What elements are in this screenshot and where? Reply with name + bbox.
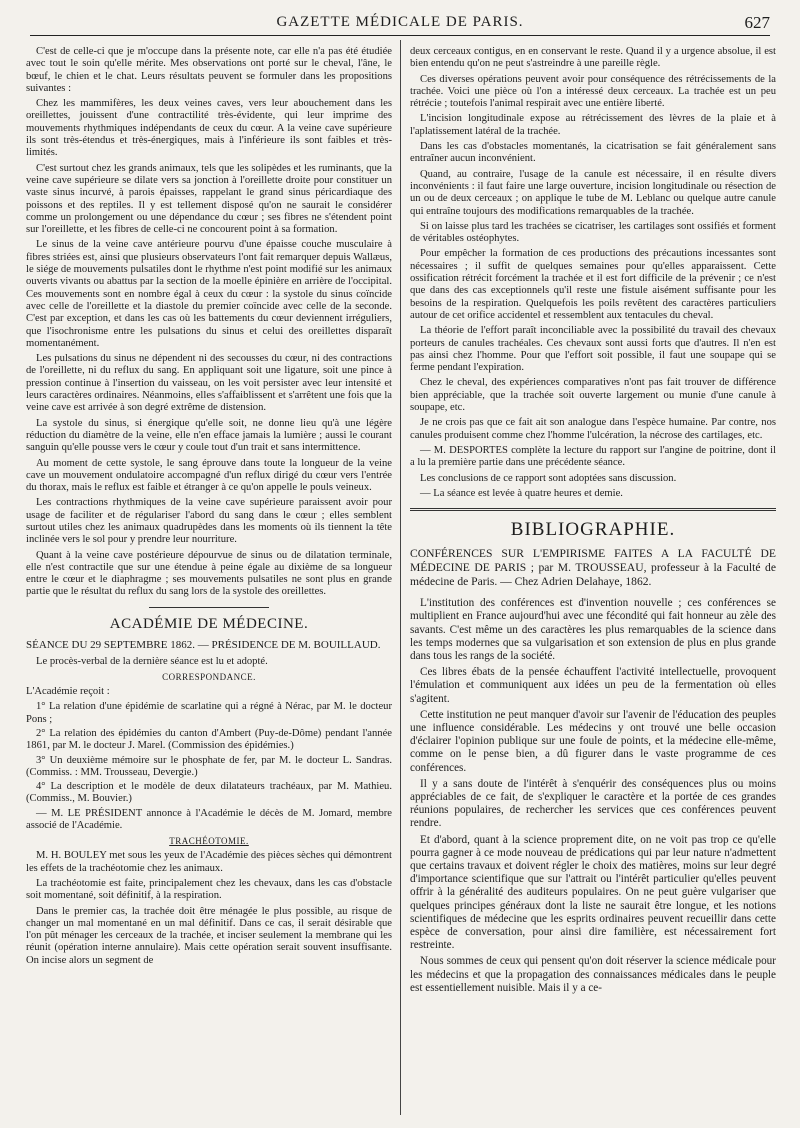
article-paragraph: Au moment de cette systole, le sang éprouve dans toute la longueur de la veine cave un mouvement ondulatoire accompagné d'un reflux dirigé du cœur vers l'entrée du thorax, mais le reflux est faible et étranger à ce qu'on appelle le pouls veineux. — [26, 457, 392, 494]
article-paragraph: Pour empêcher la formation de ces productions des précautions incessantes sont nécessaires ; il suffit de quelques semaines pour qu'elles apparaissent. Cette ossification rétrécit forcément la trachée et il est fort difficile de la prévenir ; ce n'est que dans des cas exceptionnels qu'il reste une fistule aisément suffisante pour les besoins de la respiration. Quelquefois les poils revêtent des caractères particuliers autour de cet orifice accidentel et ressemblent aux tentacules du cheval. — [410, 248, 776, 321]
correspondance-item: 3° Un deuxième mémoire sur le phosphate de fer, par M. le docteur L. Sandras. (Commiss. : MM. Trousseau, Devergie.) — [26, 754, 392, 778]
article-paragraph: — M. DESPORTES complète la lecture du rapport sur l'angine de poitrine, dont il a lu la première partie dans une précédente séance. — [410, 444, 776, 469]
academie-recoit: L'Académie reçoit : — [26, 686, 110, 698]
bibliographie-section — [410, 519, 776, 995]
president-notice: — M. LE PRÉSIDENT annonce à l'Académie le décès de M. Jomard, membre associé de l'Académie. — [26, 807, 392, 832]
bibliographie-title: BIBLIOGRAPHIE. — [510, 519, 676, 541]
correspondance-item: 4° La description et le modèle de deux dilatateurs trachéaux, par M. Mathieu. (Commiss., M. Bouvier.) — [26, 781, 392, 805]
article-paragraph: C'est surtout chez les grands animaux, tels que les solipèdes et les ruminants, que la veine cave supérieure se dilate vers sa jonction à l'oreillette droite pour constituer un vaste sinus incurvé, à parois épaisses, rappelant le grand sinus péricardiaque des poissons et des reptiles. Il y est tellement disposé qu'on ne saurait le considérer comme un prolongement ou une dépendance du cœur ; ses fibres ne s'étendent point sur l'oreillette, et les fibres de celle-ci ne concourent point à sa formation. — [26, 162, 392, 236]
correspondance-item: 2° La relation des épidémies du canton d'Ambert (Puy-de-Dôme) pendant l'année 1861, par M. le docteur J. Marel. (Commission des épidémies.) — [26, 727, 392, 752]
left-column — [26, 46, 392, 970]
article-paragraph: Je ne crois pas que ce fait ait son analogue dans l'espèce humaine. Par contre, nos canules produisent comme chez l'homme l'ulcération, la nécrose des cartilages, etc. — [410, 417, 776, 441]
article-paragraph: La systole du sinus, si énergique qu'elle soit, ne donne lieu qu'à une légère réduction du diamètre de la veine, elle n'en efface jamais la lumière ; aussi le courant sanguin qu'elle pousse vers le cœur y coule tout d'un trait et sans intermittence. — [26, 417, 392, 454]
section-rule — [149, 607, 269, 608]
page-header — [30, 10, 770, 36]
review-paragraph: Il y a sans doute de l'intérêt à s'enquérir des conséquences plus ou moins appréciables de ce fait, de s'expliquer le caractère et la portée de ces grandes réunions populaires, de rechercher les services que ces conférences peuvent rendre. — [410, 777, 776, 830]
academie-title: ACADÉMIE DE MÉDECINE. — [109, 615, 309, 632]
article-paragraph: Ces diverses opérations peuvent avoir pour conséquence des rétrécissements de la trachée. Voici une pièce où l'on a intéressé deux cerceaux. La trachée est un peu rétrécie ; toutefois l'animal respirait avec une entière liberté. — [410, 73, 776, 110]
review-paragraph: Cette institution ne peut manquer d'avoir sur l'avenir de l'éducation des peuples une influence considérable. Les médecins y ont trouvé une belle occasion d'éclairer l'opinion publique sur une foule de points, et la médecine elle-même, comme on le pense bien, a dû figurer dans le vaste programme de ces conférences. — [410, 708, 776, 774]
review-paragraph: Et d'abord, quant à la science proprement dite, on ne voit pas trop ce qu'elle pourra gagner à ce mode nouveau de prédications qui par leur nature n'admettent que certains travaux et doivent régler le choix des matières, moins sur leur degré d'importance scientifique que sur l'attrait ou l'intérêt particulier qu'elles peuvent offrir à la généralité des auditeurs populaires. On ne peut guère vulgariser que quelques principes généraux dont la liste ne saurait être longue, et les notions scientifiques de médecine que les esprits ordinaires peuvent recueillir dans cette espèce de conversation, pour ainsi dire familière, est nécessairement fort restreinte. — [410, 833, 776, 952]
article-paragraph: Dans les cas d'obstacles momentanés, la cicatrisation se fait généralement sans entraîner aucun inconvénient. — [410, 141, 776, 165]
book-reference: CONFÉRENCES SUR L'EMPIRISME FAITES A LA FACULTÉ DE MÉDECINE DE PARIS ; par M. TROUSSEAU, professeur à la Faculté de médecine de Paris. — Chez Adrien Delahaye, 1862. — [410, 547, 776, 589]
header-rule — [30, 35, 770, 36]
section-rule — [410, 508, 776, 511]
article-paragraph: C'est de celle-ci que je m'occupe dans la présente note, car elle n'a pas été étudiée avec tout le soin qu'elle mérite. Mes observations ont porté sur le cheval, l'âne, le bœuf, le chien et le chat. Leurs résultats peuvent se formuler dans les propositions suivantes : — [26, 46, 392, 94]
tracheotomie-title: TRACHÉOTOMIE. — [169, 836, 249, 847]
article-paragraph: L'incision longitudinale expose au rétrécissement des lèvres de la plaie et à l'aplatissement latéral de la trachée. — [410, 113, 776, 137]
correspondance-title: CORRESPONDANCE. — [162, 672, 256, 683]
article-paragraph: Chez le cheval, des expériences comparatives n'ont pas fait trouver de différence bien appréciable, que la trachée soit ouverte largement ou munie d'une canule à soupape, etc. — [410, 377, 776, 414]
column-divider — [400, 40, 401, 1115]
review-paragraph: Nous sommes de ceux qui pensent qu'on doit réserver la science médicale pour les médecins et que la propagation des connaissances médicales dans le peuple est essentiellement nuisible. Mais il y a ce- — [410, 955, 776, 994]
right-column — [410, 46, 776, 998]
tracheotomie-paragraph: Dans le premier cas, la trachée doit être ménagée le plus possible, au risque de changer un mal momentané en un mal définitif. Dans ce cas, il serait désirable que l'on pût ménager les cerceaux de la trachée, et inciser seulement la membrane qui les réunit (opération interne annulaire). Mais cette opération serait souvent insuffisante. On incise alors un segment de — [26, 905, 392, 966]
article-paragraph: Si on laisse plus tard les trachées se cicatriser, les cartilages sont ossifiés et forment de véritables ostéophytes. — [410, 220, 776, 245]
article-paragraph: Le sinus de la veine cave antérieure pourvu d'une épaisse couche musculaire à fibres striées est, ainsi que plusieurs observateurs l'ont fait remarquer depuis Wallæus, le siége de mouvements pulsatiles dont le rhythme n'est point modifié sur les animaux ouverts vivants ou abattus par la section de la moelle épinière en arrière de l'occipital. Ces mouvements sont en nombre égal à ceux du cœur : la systole du sinus coïncide avec celle de l'oreillette et la diastole du premier coïncide avec celle de la seconde. C'est par exception, et dans les cas où les battements du cœur deviennent irréguliers, que l'isochronisme entre les pulsations du sinus et celui des oreillettes disparaît momentanément. — [26, 239, 392, 349]
review-paragraph: Ces libres ébats de la pensée échauffent l'activité intellectuelle, provoquent l'émulation et communiquent aux idées un peu de la fermentation où elles s'agitent. — [410, 666, 776, 705]
page-number: 627 — [744, 13, 770, 32]
journal-title: GAZETTE MÉDICALE DE PARIS. — [276, 14, 524, 30]
proces-verbal: Le procès-verbal de la dernière séance est lu et adopté. — [36, 655, 268, 667]
article-paragraph: Les contractions rhythmiques de la veine cave supérieure paraissent avoir pour usage de faciliter et de régulariser l'abord du sang dans le cœur ; elles semblent surtout utiles chez les animaux quadrupèdes dans les moments où ils tiennent la tête inclinée vers le sol pour y prendre leur nourriture. — [26, 497, 392, 546]
article-paragraph: Quant à la veine cave postérieure dépourvue de sinus ou de dilatation terminale, elle n'est contractile que sur une étendue à peine égale au dixième de sa longueur entre le cœur et le diaphragme ; ses mouvements pulsatiles ne sont plus en grande partie que le résultat du reflux du sang lors de la systole des oreillettes. — [26, 549, 392, 598]
article-paragraph: Les conclusions de ce rapport sont adoptées sans discussion. — [420, 472, 677, 484]
review-paragraph: L'institution des conférences est d'invention nouvelle ; ces conférences se multiplient en France aujourd'hui avec une fécondité qui fait honneur au zèle des savants. C'est même un des caractères les plus remarquables de la science dans les temps modernes que sa vulgarisation et son extension de plus en plus grande dans tous les rangs de la société. — [410, 597, 776, 662]
article-paragraph: Quand, au contraire, l'usage de la canule est nécessaire, il en résulte divers inconvénients : il faut faire une large ouverture, incision longitudinale ou résection de un ou de deux cerceaux ; on applique le tube de M. Leblanc ou quelque autre canule qui entraîne toujours des modifications remarquables de la trachée. — [410, 168, 776, 217]
article-paragraph: La théorie de l'effort paraît inconciliable avec la possibilité du travail des chevaux porteurs de canules trachéales. Ces chevaux sont aussi forts que d'autres. Il n'en est pas ainsi chez l'homme. Pour que l'effort soit possible, il faut une soupape qui se ferme pendant l'expiration. — [410, 325, 776, 374]
session-line: SÉANCE DU 29 SEPTEMBRE 1862. — PRÉSIDENCE DE M. BOUILLAUD. — [26, 638, 381, 651]
article-paragraph: deux cerceaux contigus, en en conservant le reste. Quand il y a urgence absolue, il est bien entendu qu'on ne peut s'astreindre à une pareille règle. — [410, 46, 776, 70]
tracheotomie-paragraph: M. H. BOULEY met sous les yeux de l'Académie des pièces sèches qui démontrent les effets de la trachéotomie chez les animaux. — [26, 850, 392, 874]
article-paragraph: — La séance est levée à quatre heures et demie. — [420, 487, 623, 499]
article-paragraph: Chez les mammifères, les deux veines caves, vers leur abouchement dans les oreillettes, jouissent d'une contractilité très-évidente, qui leur imprime des mouvements rhythmiques indépendants de ceux du cœur. A la veine cave supérieure ils sont très-étendus et très-énergiques, mais à l'inférieure ils sont faibles et très-limités. — [26, 98, 392, 159]
tracheotomie-paragraph: La trachéotomie est faite, principalement chez les chevaux, dans les cas d'obstacle soit momentané, soit définitif, à la respiration. — [26, 877, 392, 902]
correspondance-item: 1° La relation d'une épidémie de scarlatine qui a régné à Nérac, par M. le docteur Pons ; — [26, 701, 392, 725]
article-paragraph: Les pulsations du sinus ne dépendent ni des secousses du cœur, ni des contractions de l'oreillette, ni du reflux du sang. En appliquant soit une ligature, soit une pince à pression continue à l'insertion du vaisseau, on les voit persister avec leur intensité et leurs caractères ordinaires. Néanmoins, elles s'affaiblissent et s'arrêtent une fois que la veine cave est arrivée à son degré extrême de distension. — [26, 353, 392, 414]
